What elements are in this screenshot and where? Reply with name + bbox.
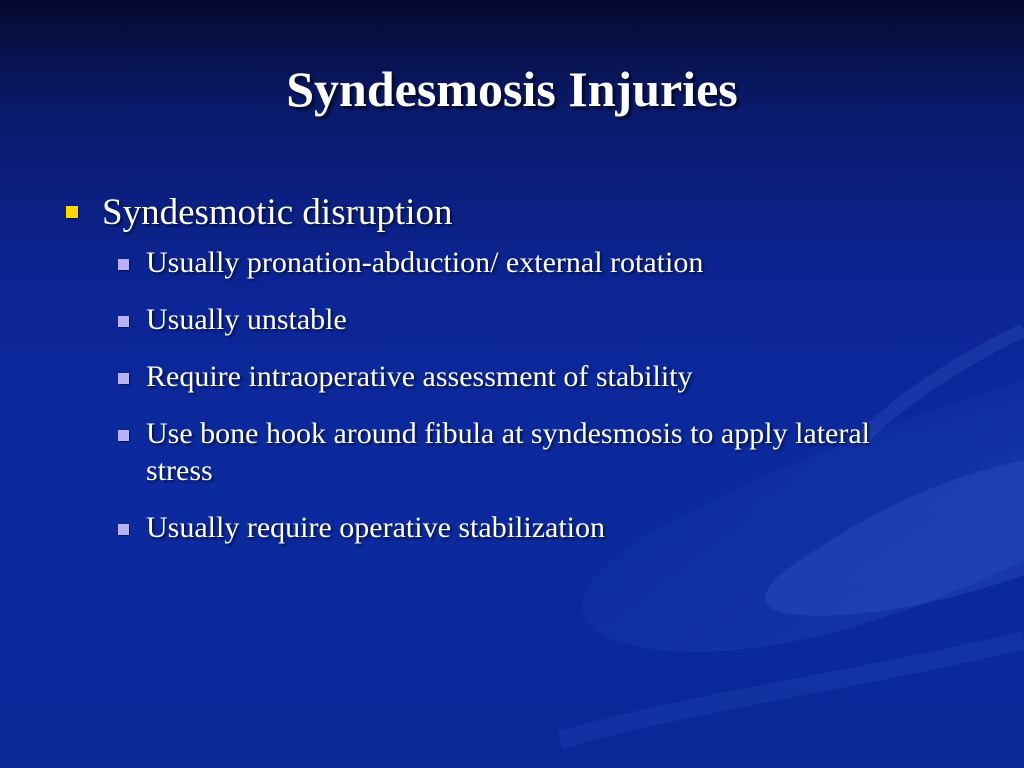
bullet-list	[62, 190, 902, 566]
square-bullet-icon	[118, 316, 129, 327]
sub-bullet-item	[62, 244, 902, 281]
sub-bullet-text: Use bone hook around fibula at syndesmosis to apply lateral stress	[146, 417, 871, 487]
sub-bullet-text: Usually unstable	[146, 303, 347, 336]
square-bullet-icon	[118, 430, 129, 441]
sub-bullet-text: Require intraoperative assessment of stability	[146, 360, 693, 393]
sub-bullet-text: Usually pronation-abduction/ external rotation	[146, 246, 704, 279]
square-bullet-icon	[118, 259, 129, 270]
square-bullet-icon	[118, 373, 129, 384]
bullet-text: Syndesmotic disruption	[102, 192, 453, 233]
sub-bullet-item	[62, 301, 902, 338]
sub-bullet-item	[62, 358, 902, 395]
square-bullet-icon	[66, 206, 78, 218]
sub-bullet-text: Usually require operative stabilization	[146, 511, 606, 544]
sub-bullet-item	[62, 415, 902, 489]
slide-title: Syndesmosis Injuries	[286, 61, 738, 117]
square-bullet-icon	[118, 524, 129, 535]
sub-bullet-item	[62, 509, 902, 546]
bullet-item-level1	[62, 190, 902, 236]
